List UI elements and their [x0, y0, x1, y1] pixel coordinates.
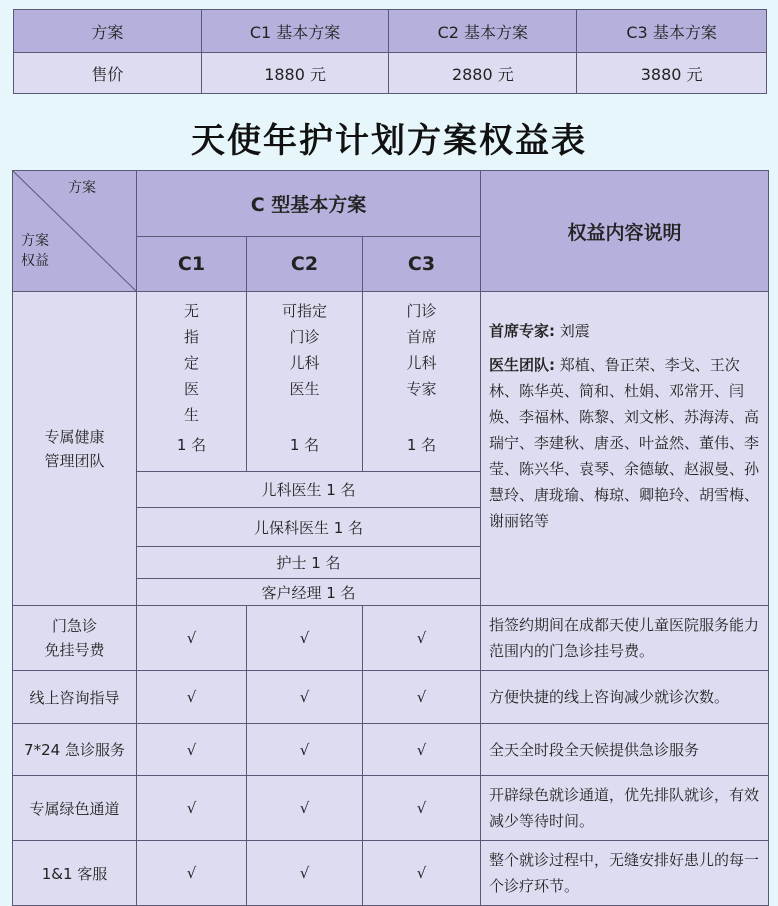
desc-header: 权益内容说明	[481, 171, 769, 292]
chief-expert	[489, 318, 760, 344]
team-c3	[363, 292, 481, 472]
price-table	[13, 9, 767, 94]
plan-header-c1: C1	[137, 237, 247, 292]
benefit-label: 7*24 急诊服务	[13, 724, 137, 776]
benefit-desc: 开辟绿色就诊通道，优先排队就诊，有效减少等待时间。	[481, 776, 769, 841]
price-c2: 2880 元	[389, 53, 577, 94]
benefits-header-row	[13, 171, 769, 237]
check-c1: √	[137, 776, 247, 841]
chief-name: 刘震	[555, 322, 590, 340]
check-c3: √	[363, 606, 481, 671]
team-c1-text: 指	[183, 328, 199, 346]
doctors-list: 郑植、鲁正荣、李戈、王次林、陈华英、简和、杜娟、邓常开、闫焕、李福林、陈黎、刘文彬、苏海涛、高瑞宁、李建秋、唐丞、叶益然、董伟、李莹、陈兴华、袁琴、余德敏、赵淑曼、孙慧玲、唐珑瑜、梅琼、卿艳玲、胡雪梅、谢丽铭等	[489, 356, 760, 530]
team-c3-text: 首席	[406, 328, 437, 346]
corner-diagonal-cell	[13, 171, 137, 292]
benefit-desc: 整个就诊过程中，无缝安排好患儿的每一个诊疗环节。	[481, 841, 769, 906]
price-header-row	[14, 10, 767, 53]
shared-staff: 客户经理 1 名	[137, 579, 481, 606]
corner-bottom-label	[21, 231, 49, 271]
price-c3: 3880 元	[577, 53, 767, 94]
corner-top-label: 方案	[68, 180, 96, 196]
team-desc	[481, 292, 769, 606]
team-row	[13, 292, 769, 472]
spacer	[363, 402, 480, 428]
shared-staff: 儿科医生 1 名	[137, 472, 481, 508]
team-c2-text: 门诊	[289, 328, 320, 346]
check-c2: √	[247, 841, 363, 906]
check-c2: √	[247, 606, 363, 671]
benefit-desc: 指签约期间在成都天使儿童医院服务能力范围内的门急诊挂号费。	[481, 606, 769, 671]
benefit-label: 1&1 客服	[13, 841, 137, 906]
price-row	[14, 53, 767, 94]
check-c2: √	[247, 724, 363, 776]
page-title: 天使年护计划方案权益表	[191, 121, 587, 161]
benefit-row	[13, 776, 769, 841]
plan-header-c3: C3	[363, 237, 481, 292]
check-c3: √	[363, 724, 481, 776]
benefit-desc: 方便快捷的线上咨询减少就诊次数。	[481, 671, 769, 724]
benefit-label: 线上咨询指导	[13, 671, 137, 724]
group-header: C 型基本方案	[137, 171, 481, 237]
doctor-team	[489, 352, 760, 534]
team-c2-count: 1 名	[289, 436, 320, 454]
check-c3: √	[363, 841, 481, 906]
team-c1	[137, 292, 247, 472]
benefit-row	[13, 671, 769, 724]
check-c3: √	[363, 671, 481, 724]
team-label	[13, 292, 137, 606]
team-c1-text: 定	[183, 354, 199, 372]
check-c1: √	[137, 606, 247, 671]
team-c2-text: 医生	[289, 380, 320, 398]
team-c1-text: 医	[183, 380, 199, 398]
doctors-label: 医生团队:	[489, 356, 556, 374]
team-c1-text: 生	[183, 406, 199, 424]
team-c3-text: 专家	[406, 380, 437, 398]
benefit-row	[13, 841, 769, 906]
team-c3-count: 1 名	[406, 436, 437, 454]
check-c1: √	[137, 724, 247, 776]
price-row-label: 售价	[14, 53, 202, 94]
benefit-row	[13, 606, 769, 671]
team-c1-count: 1 名	[176, 436, 207, 454]
check-c3: √	[363, 776, 481, 841]
shared-staff: 护士 1 名	[137, 547, 481, 579]
price-header-cell: C2 基本方案	[389, 10, 577, 53]
team-c2-text: 可指定	[281, 302, 327, 320]
benefit-label-2: 免挂号费	[44, 641, 105, 659]
team-label-1: 专属健康	[44, 427, 105, 446]
team-c2	[247, 292, 363, 472]
check-c2: √	[247, 671, 363, 724]
benefit-label: 专属绿色通道	[13, 776, 137, 841]
team-c1-text: 无	[183, 302, 199, 320]
price-header-cell: C1 基本方案	[201, 10, 389, 53]
price-c1: 1880 元	[201, 53, 389, 94]
benefit-label	[13, 606, 137, 671]
team-c3-text: 儿科	[406, 354, 437, 372]
spacer	[247, 402, 362, 428]
check-c1: √	[137, 841, 247, 906]
team-c2-text: 儿科	[289, 354, 320, 372]
team-c3-text: 门诊	[406, 302, 437, 320]
benefit-label-1: 门急诊	[51, 617, 97, 635]
benefit-row	[13, 724, 769, 776]
plan-header-c2: C2	[247, 237, 363, 292]
chief-label: 首席专家:	[489, 322, 556, 340]
benefit-desc: 全天全时段全天候提供急诊服务	[481, 724, 769, 776]
price-header-cell: 方案	[14, 10, 202, 53]
shared-staff: 儿保科医生 1 名	[137, 508, 481, 547]
benefits-table	[12, 170, 769, 906]
corner-bottom-label-1: 方案	[21, 233, 49, 249]
team-label-2: 管理团队	[44, 451, 105, 470]
check-c1: √	[137, 671, 247, 724]
price-header-cell: C3 基本方案	[577, 10, 767, 53]
check-c2: √	[247, 776, 363, 841]
corner-bottom-label-2: 权益	[21, 253, 49, 269]
